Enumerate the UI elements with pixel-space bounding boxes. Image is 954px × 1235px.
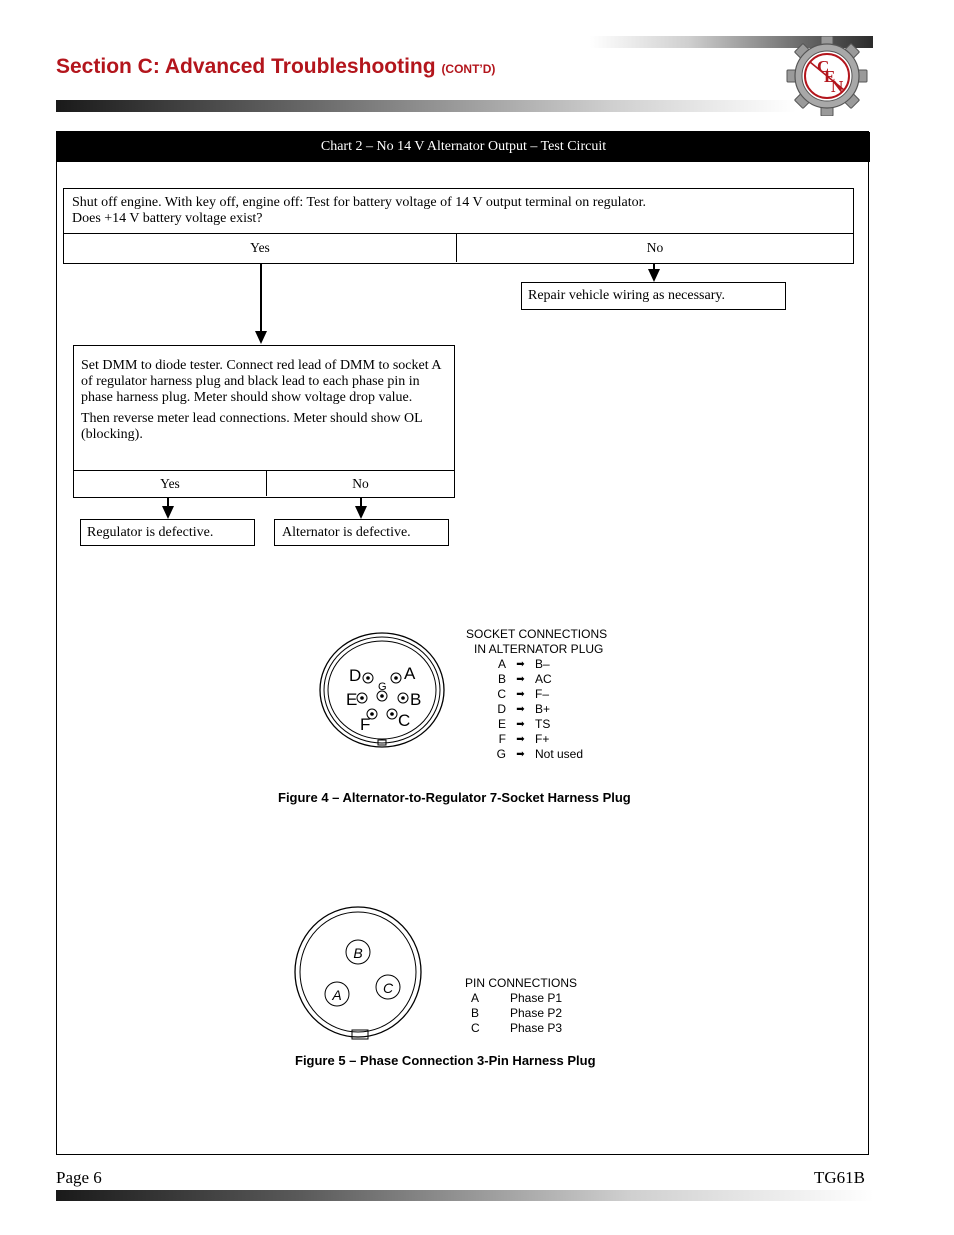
step2-instruction-para2: Then reverse meter lead connections. Meter should show OL (blocking). (81, 411, 423, 442)
arrow-right-icon: ➡ (516, 749, 525, 760)
pin-letter: B (471, 1006, 480, 1020)
socket-connection: B+ (535, 702, 551, 716)
socket-connection: F+ (535, 732, 550, 746)
socket-connection: B– (535, 657, 550, 671)
document-id: TG61B (814, 1168, 865, 1187)
socket-letter: C (497, 687, 506, 701)
plug-label-c: C (398, 711, 411, 730)
step1-yes-label: Yes (64, 234, 457, 262)
socket-letter: F (498, 732, 506, 746)
arrow-step2-yes-head (162, 506, 174, 519)
legend-title-1: SOCKET CONNECTIONS (466, 627, 608, 641)
pin-letter: C (471, 1021, 480, 1035)
socket-connection-row (466, 657, 636, 672)
step1-question-line1: Shut off engine. With key off, engine off: Test for battery voltage of 14 V output terminal on regulator. (72, 195, 647, 210)
three-pin-plug-diagram (294, 903, 426, 1043)
plug-label-g: G (378, 681, 387, 693)
socket-letter: E (497, 717, 506, 731)
socket-connection-row (466, 717, 636, 732)
socket-connection-row (466, 672, 636, 687)
arrow-step1-no-head (648, 269, 660, 282)
pin-connection-rows (465, 991, 625, 1036)
pin-connection-row (465, 1021, 625, 1036)
result-regulator-defective: Regulator is defective. (80, 519, 255, 546)
footer-decor-bar (56, 1190, 874, 1201)
seven-socket-plug-diagram (318, 632, 450, 748)
figure5-caption: Figure 5 – Phase Connection 3-Pin Harness Plug (295, 1053, 596, 1068)
plug-label-f: F (360, 715, 371, 734)
repair-wiring-box: Repair vehicle wiring as necessary. (521, 282, 786, 310)
pin-label-b: B (353, 945, 363, 961)
step2-instruction-para1: Set DMM to diode tester. Connect red lead of DMM to socket A of regulator harness plug and black lead to each phase pin in phase harness plug. Meter should show voltage drop value. (81, 358, 441, 405)
socket-connection-row (466, 732, 636, 747)
result-alternator-defective: Alternator is defective. (274, 519, 449, 546)
plug-label-a: A (404, 664, 416, 683)
socket-connection-row (466, 702, 636, 717)
pin-connection-row (465, 1006, 625, 1021)
plug-label-e: E (346, 690, 358, 709)
arrow-right-icon: ➡ (516, 659, 525, 670)
step1-question-line2: Does +14 V battery voltage exist? (72, 211, 263, 226)
plug-label-b: B (410, 690, 422, 709)
arrow-right-icon: ➡ (516, 734, 525, 745)
plug-label-d: D (349, 666, 362, 685)
socket-connection: TS (535, 717, 551, 731)
logo-letter-e: E (824, 67, 836, 86)
socket-connection-row (466, 747, 636, 762)
socket-connections-legend (466, 627, 636, 762)
pin-label-c: C (382, 980, 394, 996)
socket-letter: A (497, 657, 506, 671)
legend-title-2: IN ALTERNATOR PLUG (474, 642, 604, 656)
pin-connection-row (465, 991, 625, 1006)
pin-phase: Phase P3 (510, 1021, 563, 1035)
socket-letter: B (497, 672, 506, 686)
arrow-right-icon: ➡ (516, 674, 525, 685)
pin-phase: Phase P1 (510, 991, 563, 1005)
pin-phase: Phase P2 (510, 1006, 563, 1020)
step1-no-label: No (646, 240, 664, 255)
logo-letter-n: N (831, 77, 844, 96)
socket-connection: Not used (535, 747, 584, 761)
page-title-text: Section C: Advanced Troubleshooting (56, 55, 436, 78)
arrow-right-icon: ➡ (516, 719, 525, 730)
arrow-step2-no-head (355, 506, 367, 519)
pin-connections-legend (465, 976, 625, 1036)
socket-connection-row (466, 687, 636, 702)
figure4-caption: Figure 4 – Alternator-to-Regulator 7-Socket Harness Plug (278, 790, 631, 805)
socket-letter: G (496, 747, 506, 761)
socket-connection: F– (535, 687, 550, 701)
socket-connection-rows (466, 657, 636, 762)
arrow-right-icon: ➡ (516, 689, 525, 700)
socket-connection: AC (535, 672, 552, 686)
pin-legend-title: PIN CONNECTIONS (465, 976, 578, 990)
page-title-suffix: (CONT’D) (441, 62, 496, 76)
pin-label-a: A (332, 987, 342, 1003)
chart-title: Chart 2 – No 14 V Alternator Output – Test Circuit (57, 132, 870, 162)
step2-yes-label: Yes (74, 471, 267, 496)
pin-letter: A (471, 991, 480, 1005)
step2-no-label: No (352, 475, 369, 491)
logo-letter-c: C (817, 57, 830, 76)
page-number: Page 6 (56, 1168, 102, 1187)
socket-letter: D (497, 702, 506, 716)
arrow-right-icon: ➡ (516, 704, 525, 715)
arrow-step1-yes-head (255, 331, 267, 344)
